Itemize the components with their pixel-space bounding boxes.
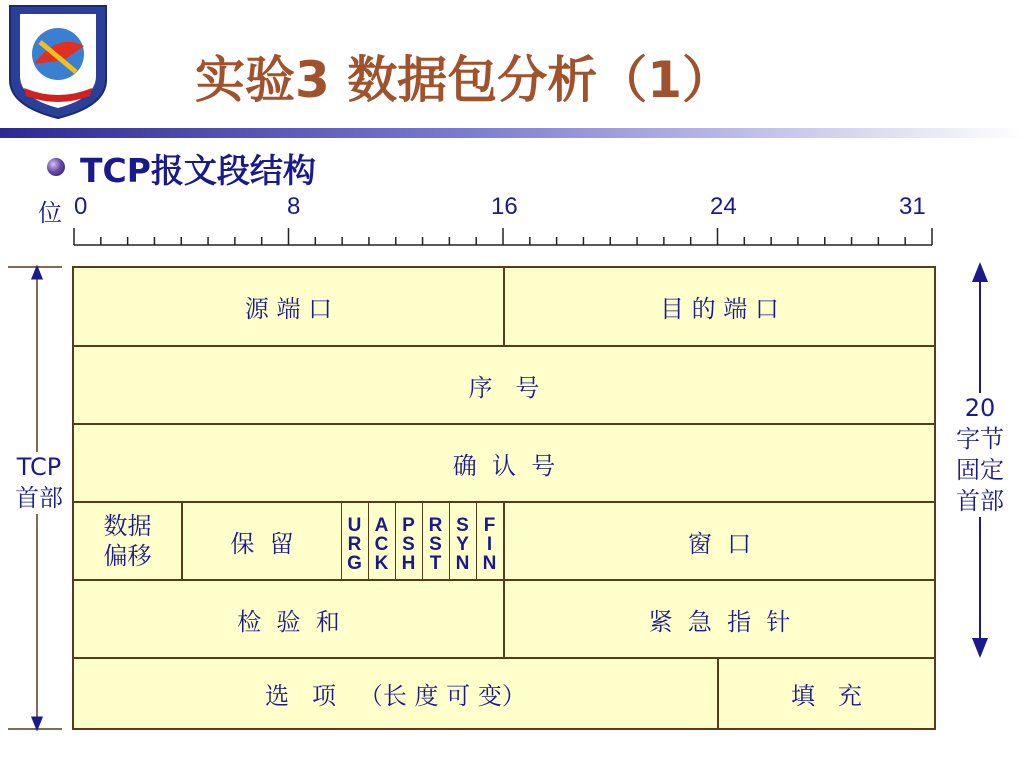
bit-label-31: 31	[899, 193, 926, 220]
field-checksum: 检 验 和	[237, 607, 340, 636]
field-data-offset: 数据 偏移	[103, 512, 152, 570]
bit-label-24: 24	[710, 193, 737, 220]
field-options: 选 项 （长 度 可 变）	[265, 682, 526, 710]
flag-syn: S Y N	[455, 514, 470, 574]
tcp-header-label: TCP 首部	[8, 452, 70, 514]
field-reserved: 保 留	[230, 529, 294, 558]
field-sequence-number: 序 号	[468, 373, 540, 402]
flag-urg: U R G	[347, 514, 362, 574]
flag-psh: P S H	[401, 514, 416, 574]
field-padding: 填 充	[791, 682, 862, 710]
bit-label-16: 16	[491, 193, 518, 220]
bit-unit-label: 位	[38, 200, 62, 227]
fixed-header-size-label: 20 字节 固定 首部	[948, 393, 1012, 517]
section-subtitle: TCP报文段结构	[80, 151, 316, 190]
flag-ack: A C K	[374, 514, 389, 574]
flag-rst: R S T	[428, 514, 443, 574]
flag-fin: F I N	[482, 514, 497, 574]
field-urgent-pointer: 紧 急 指 针	[648, 607, 791, 636]
field-source-port: 源 端 口	[244, 295, 333, 323]
field-destination-port: 目 的 端 口	[660, 295, 779, 323]
field-ack-number: 确 认 号	[452, 451, 556, 480]
field-window: 窗 口	[687, 529, 752, 558]
bit-label-8: 8	[287, 193, 301, 220]
bit-label-0: 0	[74, 193, 88, 220]
slide-title: 实验3 数据包分析（1）	[195, 51, 732, 109]
